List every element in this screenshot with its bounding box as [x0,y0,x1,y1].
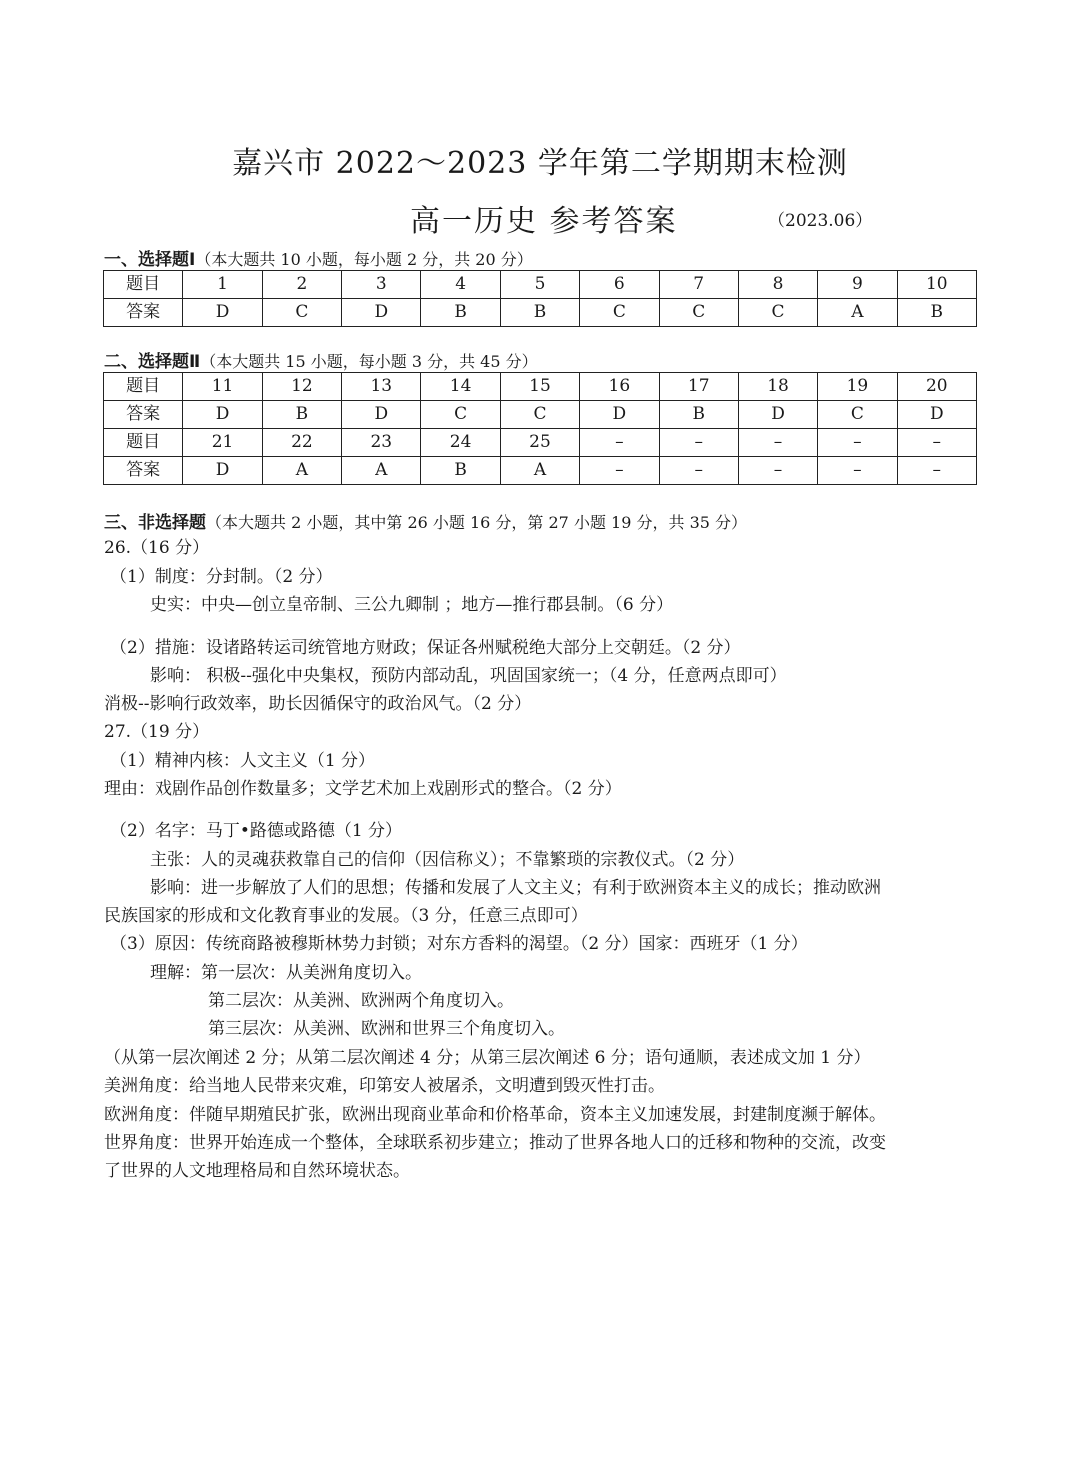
table-cell: – [818,429,897,457]
table-cell: – [897,457,976,485]
table-cell: D [580,401,659,429]
table-cell: C [262,299,341,327]
row-label: 答案 [104,401,183,429]
table-cell: 20 [897,373,976,401]
table-cell: A [342,457,421,485]
table-cell: – [659,457,738,485]
q27-part2-impact-cont: 民族国家的形成和文化教育事业的发展。（3 分，任意三点即可） [104,906,588,926]
section3-note: （本大题共 2 小题，其中第 26 小题 16 分，第 27 小题 19 分，共 35 分） [206,513,748,532]
table-cell: 14 [421,373,500,401]
table-cell: C [500,401,579,429]
table-cell: D [183,299,262,327]
table-cell: 5 [500,271,579,299]
table-cell: 19 [818,373,897,401]
q26-part2-impact-negative: 消极--影响行政效率，助长因循保守的政治风气。（2 分） [104,694,532,714]
table-cell: B [500,299,579,327]
table-cell: D [342,401,421,429]
table-row [104,401,977,429]
table-cell: B [897,299,976,327]
q27-world-angle: 世界角度：世界开始连成一个整体，全球联系初步建立；推动了世界各地人口的迁移和物种的交流，改变 [104,1133,886,1153]
section1-heading [104,245,533,270]
section3-title: 三、非选择题 [104,513,206,533]
table-cell: C [421,401,500,429]
q26-part2-measures: （2）措施：设诸路转运司统管地方财政；保证各州赋税绝大部分上交朝廷。（2 分） [110,638,741,658]
table-cell: 23 [342,429,421,457]
table-row [104,373,977,401]
section3-heading [104,508,747,533]
row-label: 题目 [104,429,183,457]
table-cell: 15 [500,373,579,401]
section2-heading [104,347,538,372]
table-cell: C [659,299,738,327]
section1-title: 一、选择题Ⅰ [104,250,196,270]
table-cell: D [738,401,817,429]
q27-world-angle-cont: 了世界的人文地理格局和自然环境状态。 [104,1161,410,1181]
table-cell: D [897,401,976,429]
table-cell: 22 [262,429,341,457]
table-cell: – [738,457,817,485]
table-row [104,429,977,457]
table-cell: 10 [897,271,976,299]
document-date: （2023.06） [768,211,873,231]
table-cell: – [659,429,738,457]
section2-answer-table [103,372,977,485]
q26-heading: 26.（16 分） [104,538,210,558]
q26-part1-facts: 史实：中央—创立皇帝制、三公九卿制 ；地方—推行郡县制。（6 分） [150,595,674,615]
section1-note: （本大题共 10 小题，每小题 2 分，共 20 分） [195,250,533,269]
q27-part2-impact: 影响：进一步解放了人们的思想；传播和发展了人文主义；有利于欧洲资本主义的成长；推动欧洲 [150,878,881,898]
table-cell: B [659,401,738,429]
table-cell: 16 [580,373,659,401]
q27-heading: 27.（19 分） [104,722,210,742]
table-cell: 13 [342,373,421,401]
q27-americas-angle: 美洲角度：给当地人民带来灾难，印第安人被屠杀，文明遭到毁灭性打击。 [104,1076,665,1096]
document-subtitle: 高一历史 参考答案 [410,204,678,239]
q27-part2-claim: 主张：人的灵魂获救靠自己的信仰（因信称义）；不靠繁琐的宗教仪式。（2 分） [150,850,745,870]
document-title: 嘉兴市 2022～2023 学年第二学期期末检测 [232,146,848,181]
table-cell: – [738,429,817,457]
q27-part3-level3: 第三层次：从美洲、欧洲和世界三个角度切入。 [208,1019,565,1039]
q27-europe-angle: 欧洲角度：伴随早期殖民扩张，欧洲出现商业革命和价格革命，资本主义加速发展，封建制度濒于解体。 [104,1105,886,1125]
table-cell: D [342,299,421,327]
table-cell: C [580,299,659,327]
table-cell: C [738,299,817,327]
table-cell: 3 [342,271,421,299]
row-label: 题目 [104,373,183,401]
table-row [104,299,977,327]
table-cell: C [818,401,897,429]
table-cell: 21 [183,429,262,457]
q27-part1-core: （1）精神内核：人文主义（1 分） [110,751,376,771]
table-cell: A [818,299,897,327]
table-cell: 24 [421,429,500,457]
section2-title: 二、选择题Ⅱ [104,352,201,372]
q27-part3-level1: 理解：第一层次：从美洲角度切入。 [150,963,422,983]
table-cell: – [897,429,976,457]
table-cell: 6 [580,271,659,299]
table-cell: B [421,299,500,327]
table-cell: 1 [183,271,262,299]
q26-part1-system: （1）制度：分封制。（2 分） [110,567,333,587]
table-cell: A [262,457,341,485]
row-label: 答案 [104,457,183,485]
section2-note: （本大题共 15 小题，每小题 3 分，共 45 分） [200,352,538,371]
row-label: 题目 [104,271,183,299]
table-cell: – [580,457,659,485]
table-cell: D [183,457,262,485]
q27-part1-reason: 理由：戏剧作品创作数量多；文学艺术加上戏剧形式的整合。（2 分） [104,779,622,799]
table-cell: 12 [262,373,341,401]
table-cell: 18 [738,373,817,401]
table-cell: 9 [818,271,897,299]
section1-answer-table [103,270,977,327]
table-cell: B [421,457,500,485]
q26-part2-impact-positive: 影响： 积极--强化中央集权，预防内部动乱，巩固国家统一；（4 分，任意两点即可） [150,666,787,686]
table-cell: B [262,401,341,429]
table-cell: 25 [500,429,579,457]
table-cell: 8 [738,271,817,299]
table-cell: 11 [183,373,262,401]
row-label: 答案 [104,299,183,327]
q27-part3-cause: （3）原因：传统商路被穆斯林势力封锁；对东方香料的渴望。（2 分）国家：西班牙（1 分） [110,934,808,954]
q27-part3-level2: 第二层次：从美洲、欧洲两个角度切入。 [208,991,514,1011]
table-cell: 2 [262,271,341,299]
table-cell: 17 [659,373,738,401]
table-row [104,457,977,485]
table-cell: D [183,401,262,429]
table-cell: – [818,457,897,485]
table-cell: A [500,457,579,485]
table-cell: 4 [421,271,500,299]
q27-part3-scoring: （从第一层次阐述 2 分；从第二层次阐述 4 分；从第三层次阐述 6 分；语句通顺，表述成文加 1 分） [104,1048,871,1068]
q27-part2-name: （2）名字：马丁•路德或路德（1 分） [110,821,403,841]
table-row [104,271,977,299]
table-cell: 7 [659,271,738,299]
table-cell: – [580,429,659,457]
